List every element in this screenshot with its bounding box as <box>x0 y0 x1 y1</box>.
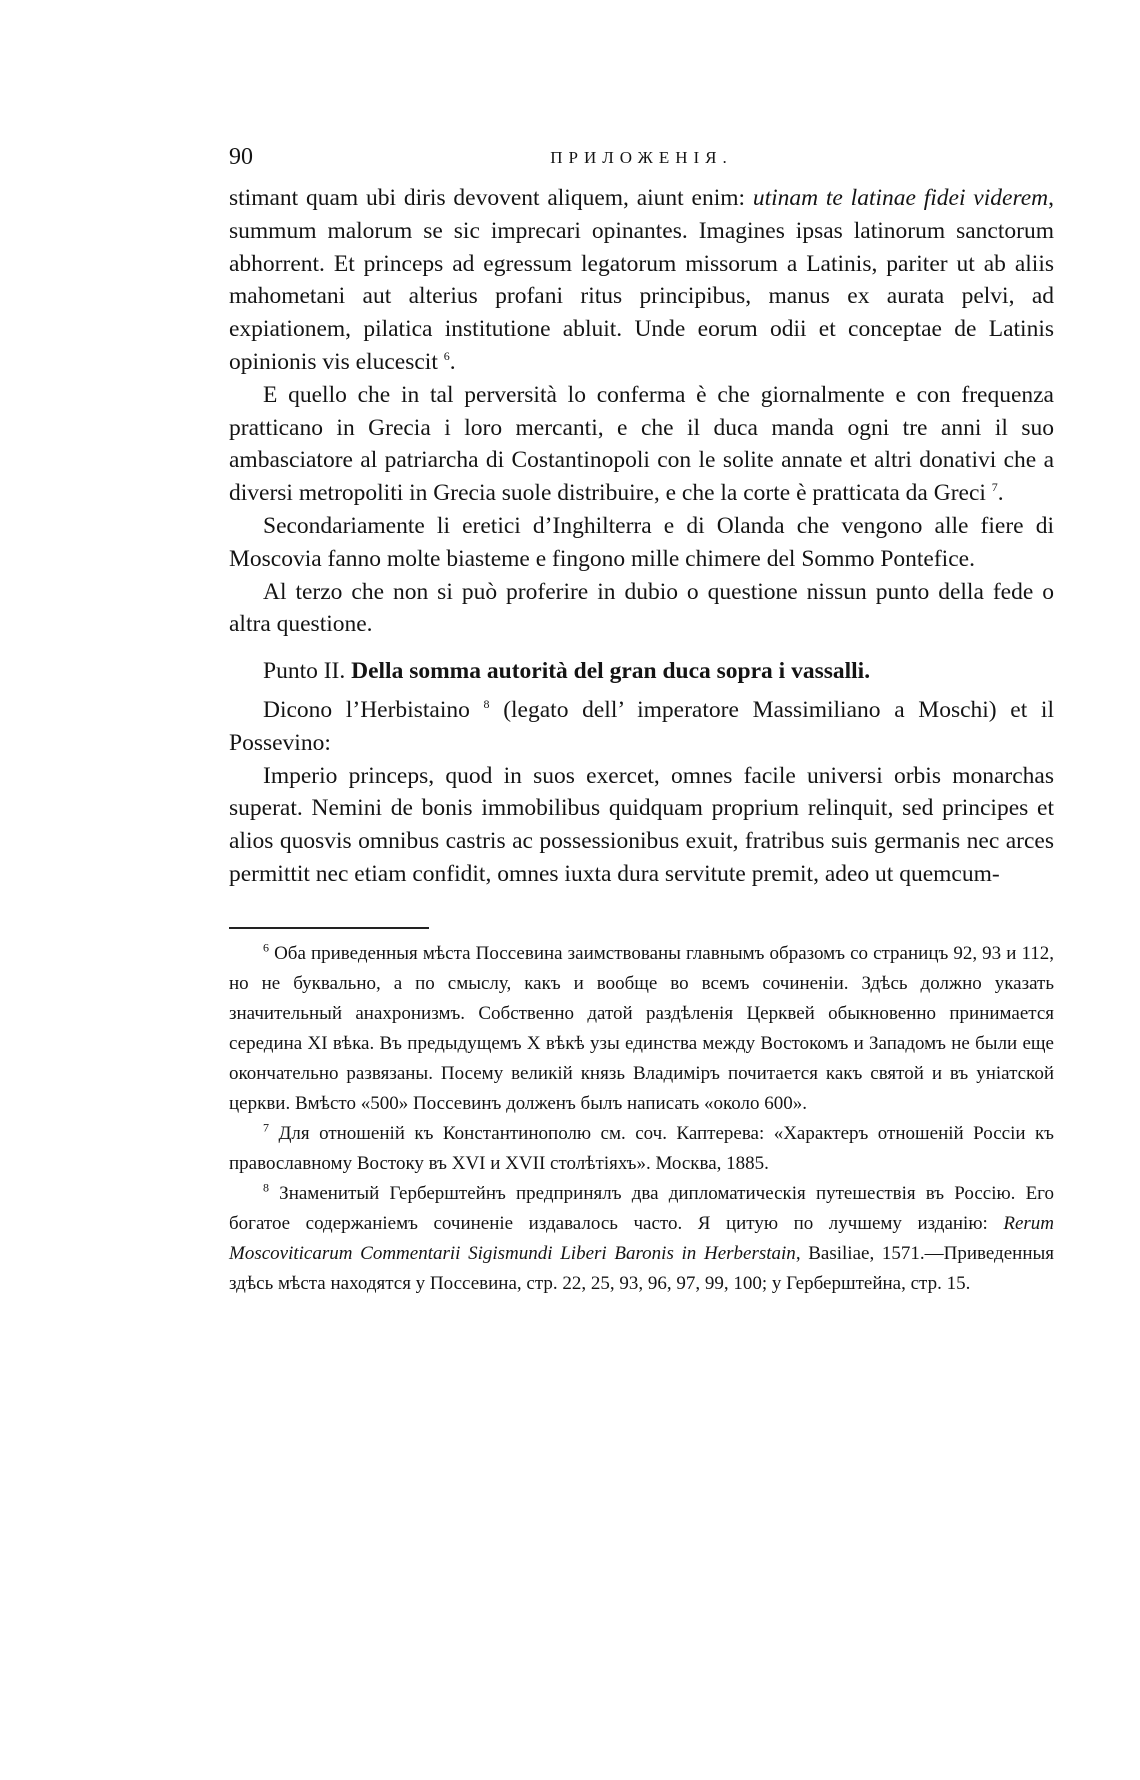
paragraph-2-text: E quello che in tal perversità lo conferma è che giornalmente e con frequenza pratticano in Grecia i loro mercanti, e che il duca manda ogni tre anni il suo ambasciatore al patriarcha di Costantinopoli con le solite annate et altri donativi che a diversi metropoliti in Grecia suole distribuire, e che la corte è pratticata da Greci <box>229 381 1054 507</box>
body-text <box>229 182 1054 891</box>
book-page <box>229 142 1054 1299</box>
paragraph-1-italic-quote: utinam te latinae fidei viderem <box>752 185 1049 211</box>
footnote-8-mark: 8 <box>263 1180 269 1195</box>
footnote-ref-7: 7 <box>991 480 998 495</box>
paragraph-4: Al terzo che non si può proferire in dubio o questione nissun punto della fede o altra questione. <box>229 578 1054 638</box>
footnote-ref-6: 6 <box>443 349 450 364</box>
paragraph-2-end: . <box>997 480 1004 507</box>
paragraph-1-text-b: , summum malorum se sic imprecari opinantes. Imagines ipsas latinorum sanctorum abhorrent. Et princeps ad egressum legatorum missorum a Latinis, pariter ut ab aliis mahometani aut alterius profani ritus principibus, manus ex aurata pelvi, ad expiationem, pilatica institutione abluit. Unde eorum odii et conceptae de Latinis opinionis vis elucescit <box>229 185 1054 375</box>
page-number: 90 <box>229 144 253 170</box>
running-title: ПРИЛОЖЕНІЯ. <box>550 148 733 167</box>
section-heading-lead: Punto II. <box>263 658 346 685</box>
footnote-8-text-b: , Basiliae, 1571.—Приведенныя здѣсь мѣста находятся у Поссевина, стр. 22, 25, 93, 96, 97, 99, 100; у Герберштейна, стр. 15. <box>229 1242 1054 1294</box>
paragraph-5 <box>229 694 1054 760</box>
footnote-7-text: Для отношеній къ Константинополю см. соч. Каптерева: «Характеръ отношеній Россіи къ православному Востоку въ XVI и XVII столѣтіяхъ». Москва, 1885. <box>229 1122 1055 1174</box>
footnote-6-mark: 6 <box>263 940 269 955</box>
footnotes <box>229 939 1054 1299</box>
footnote-6-text: Оба приведенныя мѣста Поссевина заимствованы главнымъ образомъ со страницъ 92, 93 и 112, но не буквально, а по смыслу, какъ и вообще во всемъ сочиненіи. Здѣсь должно указать значительный анахронизмъ. Собственно датой раздѣленія Церквей обыкновенно принимается середина XI вѣка. Въ предыдущемъ X вѣкѣ узы единства между Востокомъ и Западомъ не были еще окончательно развязаны. Посему великій князь Владиміръ почитается какъ святой и въ уніатской церкви. Вмѣсто «500» Поссевинъ долженъ былъ написать «около 600». <box>229 942 1054 1114</box>
footnote-8-text-a: Знаменитый Герберштейнъ предпринялъ два дипломатическія путешествія въ Россію. Его богатое содержаніемъ сочиненіе издавалось часто. Я цитую по лучшему изданію: <box>229 1182 1055 1234</box>
paragraph-5-text-a: Dicono l’Herbistaino <box>263 696 484 723</box>
footnote-ref-8: 8 <box>483 697 490 712</box>
footnote-7-mark: 7 <box>263 1120 269 1135</box>
paragraph-1-text-c: . <box>449 348 456 375</box>
paragraph-2 <box>229 379 1054 510</box>
footnote-8 <box>229 1179 1054 1299</box>
paragraph-1-text-a: stimant quam ubi diris devovent aliquem, aiunt enim: <box>229 185 753 211</box>
footnote-6 <box>229 939 1054 1119</box>
section-heading <box>229 655 1054 688</box>
paragraph-6: Imperio princeps, quod in suos exercet, omnes facile universi orbis monarchas superat. Nemini de bonis immobilibus quidquam proprium relinquit, sed principes et alios quosvis omnibus castris ac possessionibus exuit, fratribus suis germanis nec arces permittit nec etiam confidit, omnes iuxta dura servitute premit, adeo ut quemcum- <box>229 762 1054 887</box>
paragraph-5-text-b: (legato dell’ imperatore Massimiliano a Moschi) et il Possevino: <box>229 696 1054 756</box>
footnote-8-book-title: Rerum Moscoviticarum Commentarii Sigismundi Liberi Baronis in Herberstain <box>229 1212 1054 1264</box>
page-header <box>229 142 1054 182</box>
section-heading-title: Della somma autorità del gran duca sopra i vassalli. <box>351 658 871 685</box>
paragraph-3: Secondariamente li eretici d’Inghilterra e di Olanda che vengono alle fiere di Moscovia fanno molte biasteme e fingono mille chimere del Sommo Pontefice. <box>229 512 1054 572</box>
paragraph-1 <box>229 182 1054 379</box>
footnote-divider <box>229 927 429 929</box>
footnote-7 <box>229 1119 1054 1179</box>
